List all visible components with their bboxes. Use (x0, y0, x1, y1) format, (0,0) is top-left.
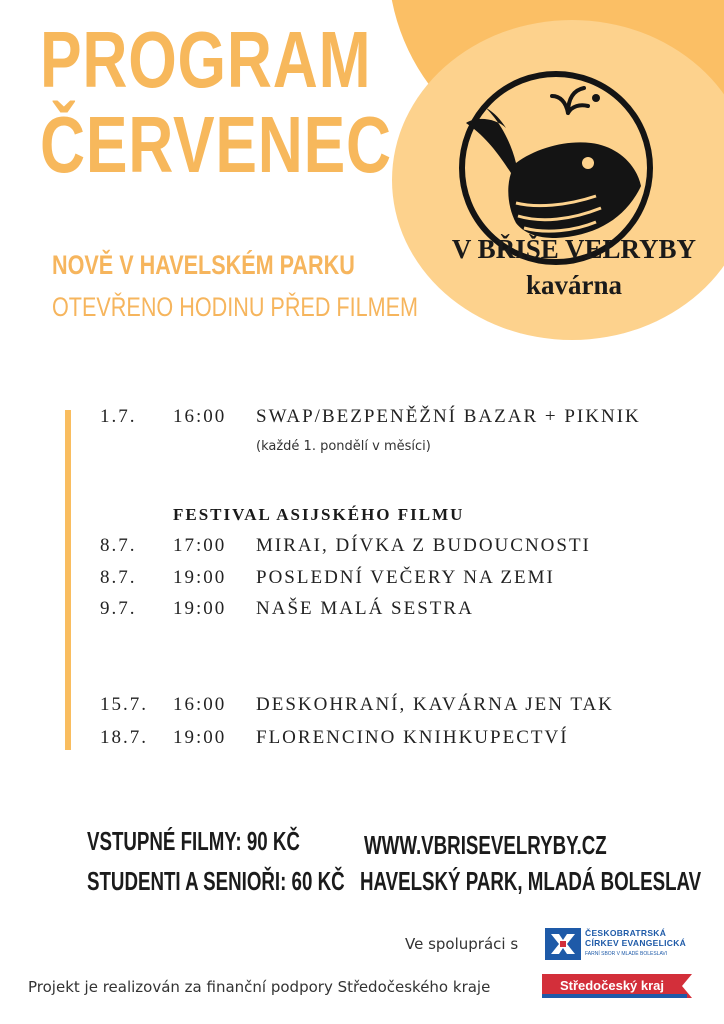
kraj-logo-text: Středočeský kraj (559, 978, 665, 993)
cce-emblem-icon (545, 928, 581, 960)
cce-name-line3: FARNÍ SBOR V MLADÉ BOLESLAVI (585, 951, 668, 957)
title-line-2: ČERVENEC (40, 100, 392, 189)
brand-name: V BŘIŠE VELRYBY (451, 234, 697, 264)
title-line-1: PROGRAM (40, 15, 372, 104)
event-time: 16:00 (173, 694, 227, 715)
event-time: 16:00 (173, 406, 227, 427)
festival-heading: FESTIVAL ASIJSKÉHO FILMU (173, 505, 465, 524)
event-time: 19:00 (173, 727, 227, 748)
website-link[interactable]: WWW.VBRISEVELRYBY.CZ (364, 830, 607, 860)
event-time: 17:00 (173, 535, 227, 556)
funding-note: Projekt je realizován za finanční podpory Středočeského kraje (28, 978, 491, 996)
event-date: 18.7. (100, 727, 148, 748)
event-date: 15.7. (100, 694, 148, 715)
event-time: 19:00 (173, 598, 227, 619)
price-films: VSTUPNÉ FILMY: 90 KČ (87, 826, 300, 856)
accent-bar (65, 410, 71, 750)
cce-name-line2: CÍRKEV EVANGELICKÁ (585, 938, 687, 948)
cce-name-line1: ČESKOBRATRSKÁ (585, 928, 667, 938)
event-title: MIRAI, DÍVKA Z BUDOUCNOSTI (256, 535, 591, 556)
event-title: DESKOHRANÍ, KAVÁRNA JEN TAK (256, 694, 614, 715)
event-date: 8.7. (100, 567, 137, 588)
event-title: FLORENCINO KNIHKUPECTVÍ (256, 727, 569, 748)
event-date: 1.7. (100, 406, 137, 427)
event-title: NAŠE MALÁ SESTRA (256, 598, 474, 619)
event-title: POSLEDNÍ VEČERY NA ZEMI (256, 567, 555, 588)
subtitle-line-2: OTEVŘENO HODINU PŘED FILMEM (52, 292, 419, 322)
event-title: SWAP/BEZPENĚŽNÍ BAZAR + PIKNIK (256, 406, 641, 427)
brand-type: kavárna (525, 270, 623, 300)
event-date: 8.7. (100, 535, 137, 556)
price-students: STUDENTI A SENIOŘI: 60 KČ (87, 866, 345, 896)
cooperation-label: Ve spolupráci s (405, 935, 519, 953)
event-note: (každé 1. pondělí v měsíci) (256, 439, 431, 454)
subtitle-line-1: NOVĚ V HAVELSKÉM PARKU (52, 250, 355, 280)
cce-logo (545, 928, 707, 960)
event-time: 19:00 (173, 567, 227, 588)
venue-address: HAVELSKÝ PARK, MLADÁ BOLESLAV (360, 866, 702, 896)
event-date: 9.7. (100, 598, 137, 619)
